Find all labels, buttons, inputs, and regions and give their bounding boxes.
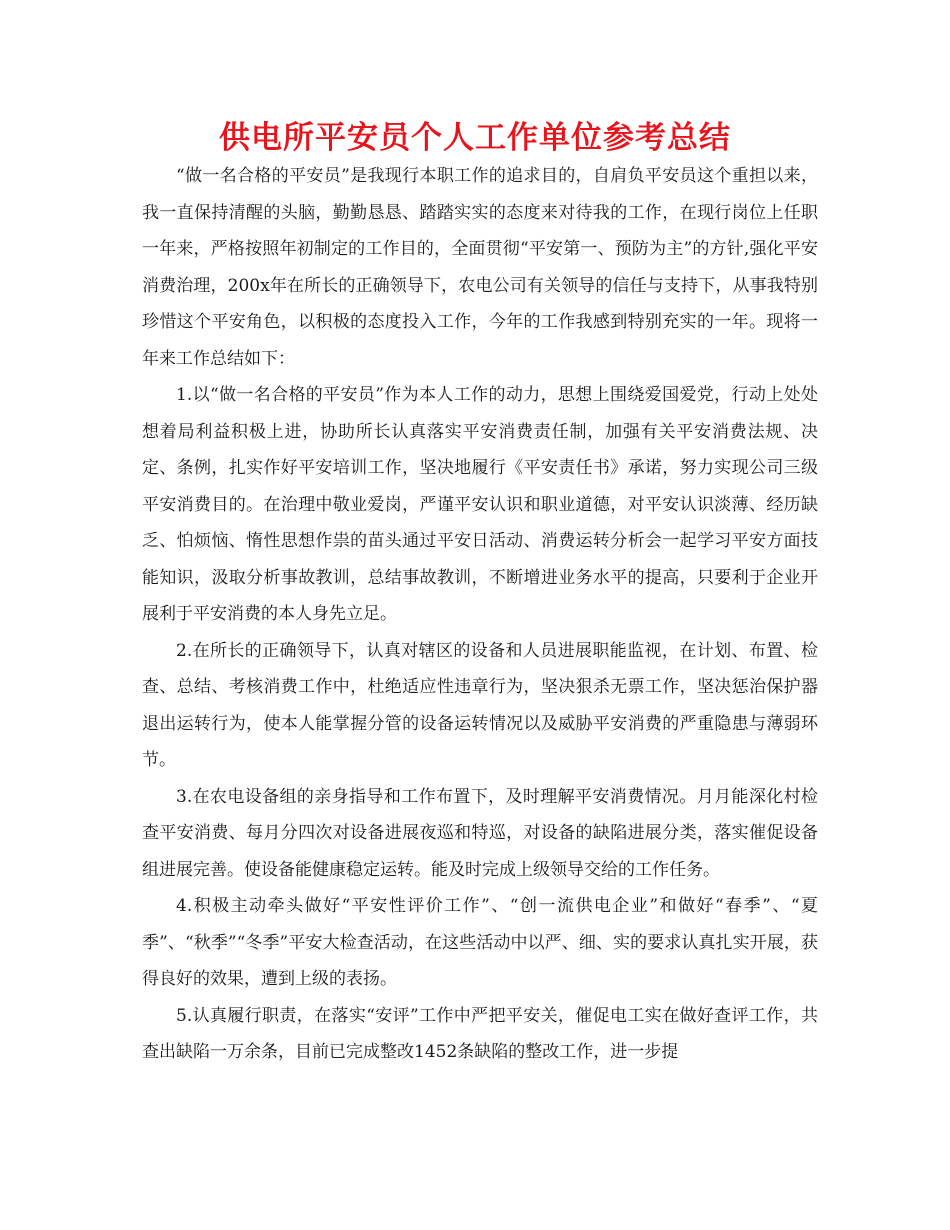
paragraph-item-4: 4.积极主动牵头做好“平安性评价工作”、“创一流供电企业”和做好“春季”、“夏季”、“秋季”“冬季”平安大检查活动，在这些活动中以严、细、实的要求认真扎实开展，获得良好的效果，遭到上级的表扬。 — [142, 896, 818, 989]
paragraph-item-5: 5.认真履行职责，在落实“安评”工作中严把平安关，催促电工实在做好查评工作，共查出缺陷一万余条，目前已完成整改1452条缺陷的整改工作，进一步提 — [142, 1005, 818, 1062]
paragraph-item-2: 2.在所长的正确领导下，认真对辖区的设备和人员进展职能监视，在计划、布置、检查、总结、考核消费工作中，杜绝适应性违章行为，坚决狠杀无票工作，坚决惩治保护器退出运转行为，使本人能掌握分管的设备运转情况以及威胁平安消费的严重隐患与薄弱环节。 — [142, 640, 818, 770]
paragraph-intro: “做一名合格的平安员”是我现行本职工作的追求目的，自肩负平安员这个重担以来，我一直保持清醒的头脑，勤勤恳恳、踏踏实实的态度来对待我的工作，在现行岗位上任职一年来，严格按照年初制定的工作目的，全面贯彻“平安第一、预防为主”的方针,强化平安消费治理，200x年在所长的正确领导下，农电公司有关领导的信任与支持下，从事我特别珍惜这个平安角色，以积极的态度投入工作，今年的工作我感到特别充实的一年。现将一年来工作总结如下： — [142, 166, 818, 369]
document-title: 供电所平安员个人工作单位参考总结 — [219, 120, 731, 156]
paragraph-item-1: 1.以“做一名合格的平安员”作为本人工作的动力，思想上围绕爱国爱党，行动上处处想着局利益积极上进，协助所长认真落实平安消费责任制，加强有关平安消费法规、决定、条例，扎实作好平安培训工作，坚决地履行《平安责任书》承诺，努力实现公司三级平安消费目的。在治理中敬业爱岗，严谨平安认识和职业道德，对平安认识淡薄、经历缺乏、怕烦恼、惰性思想作祟的苗头通过平安日活动、消费运转分析会一起学习平安方面技能知识，汲取分析事故教训，总结事故教训，不断增进业务水平的提高，只要利于企业开展利于平安消费的本人身先立足。 — [142, 385, 818, 624]
document-body — [142, 158, 818, 1071]
paragraph-item-3: 3.在农电设备组的亲身指导和工作布置下，及时理解平安消费情况。月月能深化村检查平安消费、每月分四次对设备进展夜巡和特巡，对设备的缺陷进展分类，落实催促设备组进展完善。使设备能健康稳定运转。能及时完成上级领导交给的工作任务。 — [142, 786, 818, 880]
